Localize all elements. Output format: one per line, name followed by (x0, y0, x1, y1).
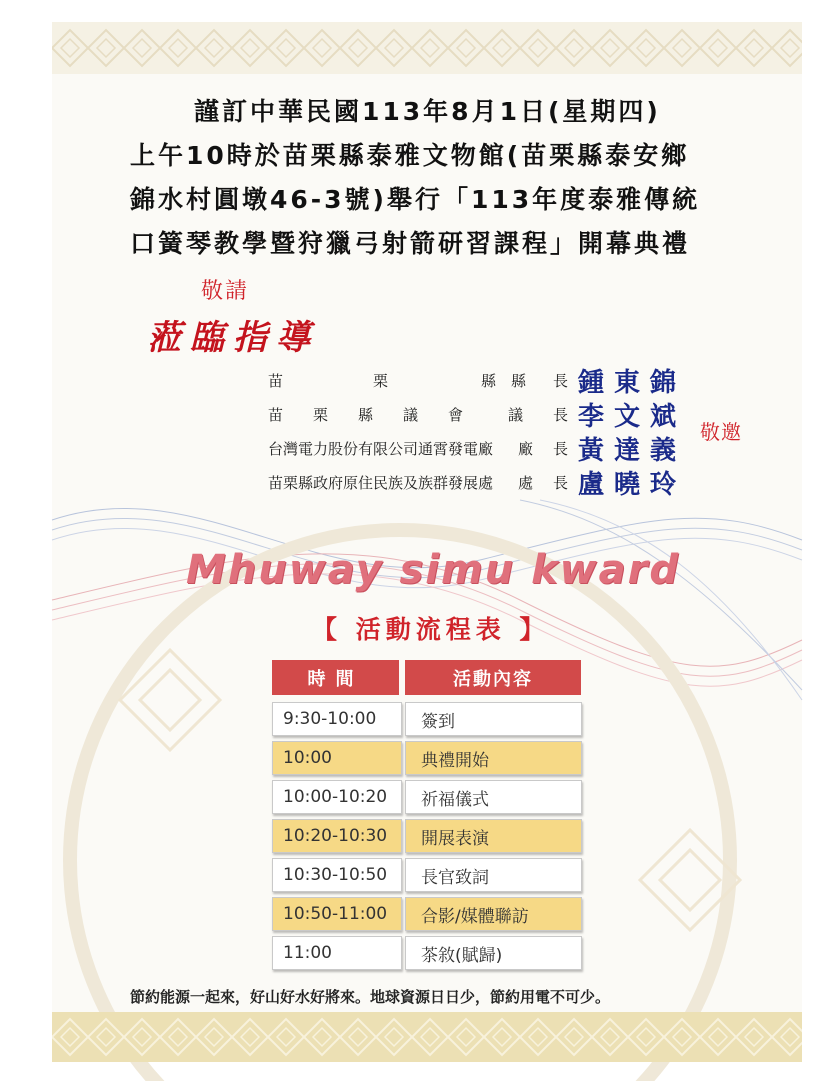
table-row (272, 819, 582, 853)
guest-org: 苗栗縣政府原住民族及族群發展處 (268, 474, 494, 492)
guest-title: 議 (508, 406, 524, 424)
time-cell: 9:30-10:00 (272, 702, 402, 736)
table-row (272, 858, 582, 892)
guidance-heading: 蒞臨指導 (147, 318, 319, 358)
intro-line-1: 謹訂中華民國113年8月1日(星期四) (194, 97, 661, 126)
guest-name: 黃達義 (578, 436, 687, 466)
time-cell: 10:00 (272, 741, 402, 775)
intro-line-3: 錦水村圓墩46-3號)舉行「113年度泰雅傳統 (130, 185, 701, 214)
guest-org: 苗 栗 縣 議 會 (268, 406, 464, 424)
guest-title-suffix: 長 (553, 372, 569, 390)
guest-org: 台灣電力股份有限公司通霄發電廠 (268, 440, 494, 458)
guest-row (268, 362, 688, 398)
table-row (272, 897, 582, 931)
intro-line-4: 口簧琴教學暨狩獵弓射箭研習課程」開幕典禮 (130, 229, 691, 258)
guest-title-suffix: 長 (553, 474, 569, 492)
bottom-pattern-band (52, 1012, 802, 1062)
guest-title: 縣 縣 (481, 372, 527, 390)
time-cell: 11:00 (272, 936, 402, 970)
guest-row (268, 464, 688, 500)
intro-line-2: 上午10時於苗栗縣泰雅文物館(苗栗縣泰安鄉 (130, 141, 690, 170)
activity-cell: 開展表演 (405, 819, 582, 853)
header-activity: 活動內容 (405, 660, 581, 695)
table-row (272, 702, 582, 736)
activity-cell: 典禮開始 (405, 741, 582, 775)
guest-name: 鍾東錦 (578, 368, 687, 398)
guest-name: 李文斌 (578, 402, 687, 432)
time-cell: 10:50-11:00 (272, 897, 402, 931)
activity-cell: 簽到 (405, 702, 582, 736)
time-cell: 10:30-10:50 (272, 858, 402, 892)
invite-note: 敬邀 (700, 420, 742, 444)
energy-saving-slogan: 節約能源一起來，好山好水好將來。地球資源日日少，節約用電不可少。 (130, 988, 611, 1006)
activity-cell: 茶敘(賦歸) (405, 936, 582, 970)
header-time: 時間 (272, 660, 399, 695)
guest-title: 廠 (518, 440, 534, 458)
table-row (272, 741, 582, 775)
top-pattern-band (52, 22, 802, 74)
activity-cell: 長官致詞 (405, 858, 582, 892)
guest-title-suffix: 長 (553, 440, 569, 458)
activity-cell: 祈福儀式 (405, 780, 582, 814)
guest-title: 處 (518, 474, 534, 492)
guest-row (268, 430, 688, 466)
activity-cell: 合影/媒體聯訪 (405, 897, 582, 931)
guest-name: 盧曉玲 (578, 470, 687, 500)
respectfully-label: 敬請 (201, 279, 250, 304)
invitation-text (130, 90, 750, 266)
guest-title-suffix: 長 (553, 406, 569, 424)
time-cell: 10:00-10:20 (272, 780, 402, 814)
table-row (272, 936, 582, 970)
table-row (272, 780, 582, 814)
banner-title: Mhuway simu kward (186, 547, 680, 593)
schedule-title: 【 活動流程表 】 (312, 615, 550, 644)
time-cell: 10:20-10:30 (272, 819, 402, 853)
guest-org: 苗 栗 (268, 372, 389, 390)
guest-row (268, 396, 688, 432)
